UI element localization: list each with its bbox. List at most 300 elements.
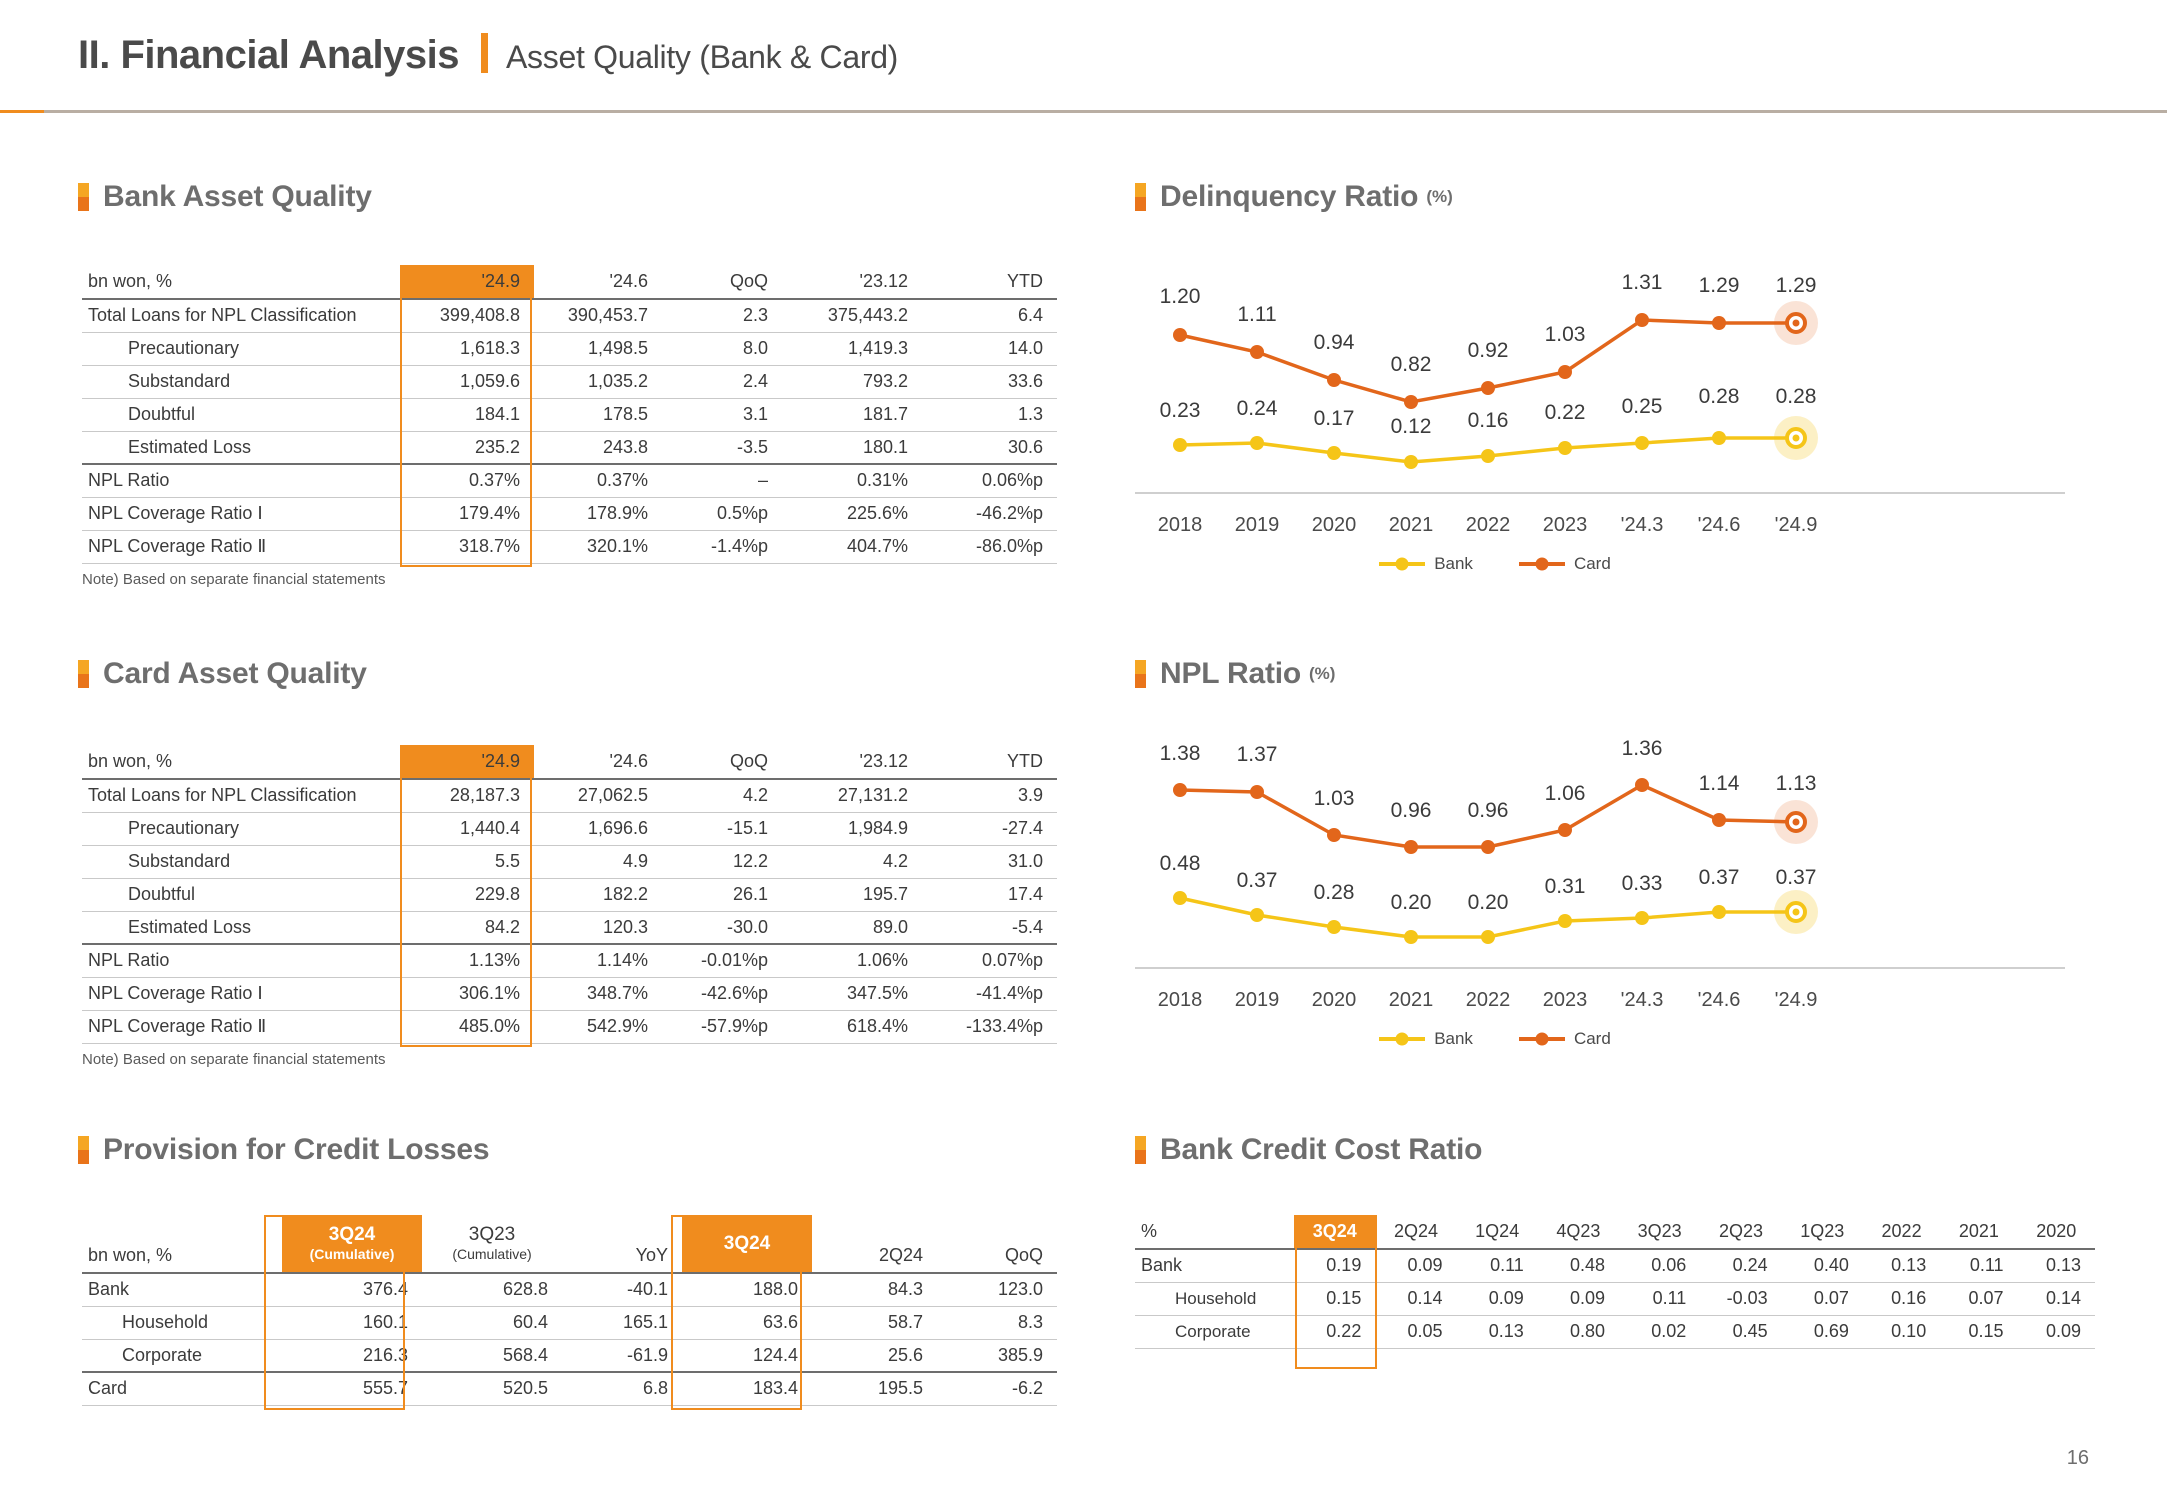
cell: 347.5%: [782, 977, 922, 1010]
legend-item-bank: [1379, 1029, 1473, 1049]
cell: 178.5: [534, 398, 662, 431]
cell: 195.5: [812, 1372, 937, 1405]
row-label: Precautionary: [82, 332, 402, 365]
cell: 4.9: [534, 845, 662, 878]
page-subtitle: Asset Quality (Bank & Card): [506, 39, 899, 75]
col-header-main: 3Q24: [328, 1224, 376, 1245]
section-label: Delinquency Ratio: [1160, 180, 1419, 213]
table-row: [82, 332, 1057, 365]
cell: -6.2: [937, 1372, 1057, 1405]
section-bullet-icon: [1135, 660, 1146, 688]
legend-label: Bank: [1434, 554, 1473, 573]
x-tick-label: 2019: [1234, 514, 1280, 536]
cell: 4.2: [662, 779, 782, 812]
cell: 182.2: [534, 878, 662, 911]
cell: 0.14: [2018, 1282, 2095, 1315]
cell: 26.1: [662, 878, 782, 911]
col-header: 1Q24: [1457, 1215, 1538, 1249]
card-data-label: 1.36: [1621, 737, 1663, 760]
section-title-delinquency: [1135, 180, 1453, 214]
bank-point: [1250, 436, 1264, 450]
table-row: [82, 431, 1057, 464]
cell: 390,453.7: [534, 299, 662, 332]
col-header: YTD: [922, 265, 1057, 299]
section-label: NPL Ratio: [1160, 657, 1301, 690]
bank-point: [1481, 930, 1495, 944]
cell: 28,187.3: [402, 779, 534, 812]
col-header-highlight: '24.9: [402, 745, 534, 779]
x-tick-label: '24.9: [1774, 989, 1818, 1011]
card-data-label: 1.06: [1544, 782, 1586, 805]
npl-ratio-legend: [1135, 1029, 1855, 1049]
card-asset-quality-table-wrap: [82, 745, 1057, 1068]
row-label: NPL Coverage Ratio Ⅱ: [82, 1010, 402, 1043]
cell: 0.45: [1700, 1315, 1781, 1348]
col-header: bn won, %: [82, 745, 402, 779]
cell: 0.13: [1863, 1249, 1940, 1282]
section-label: Bank Asset Quality: [103, 180, 372, 213]
cell: 3.1: [662, 398, 782, 431]
cell: 1,498.5: [534, 332, 662, 365]
card-point: [1173, 783, 1187, 797]
card-point: [1404, 840, 1418, 854]
legend-swatch-icon: [1519, 1037, 1565, 1041]
title-divider-bar: [481, 33, 488, 73]
table-row: [82, 1273, 1057, 1306]
x-tick-label: 2023: [1542, 989, 1588, 1011]
section-unit: (%): [1309, 664, 1336, 683]
bank-point: [1250, 908, 1264, 922]
card-point: [1558, 823, 1572, 837]
cell: 320.1%: [534, 530, 662, 563]
table-row: [82, 878, 1057, 911]
cell: 0.13: [2018, 1249, 2095, 1282]
cell: 0.22: [1294, 1315, 1375, 1348]
table-note: Note) Based on separate financial statements: [82, 1050, 386, 1068]
cell: 84.2: [402, 911, 534, 944]
row-label: Estimated Loss: [82, 431, 402, 464]
cell: -30.0: [662, 911, 782, 944]
cell: 183.4: [682, 1372, 812, 1405]
cell: 0.09: [1457, 1282, 1538, 1315]
cell: 2.4: [662, 365, 782, 398]
cell: 0.48: [1538, 1249, 1619, 1282]
table-row: [82, 530, 1057, 563]
cell: 1,059.6: [402, 365, 534, 398]
cell: -46.2%p: [922, 497, 1057, 530]
bank-point: [1712, 905, 1726, 919]
cell: -41.4%p: [922, 977, 1057, 1010]
cell: -42.6%p: [662, 977, 782, 1010]
cell: 6.4: [922, 299, 1057, 332]
card-data-label: 1.14: [1698, 772, 1740, 795]
cell: 0.14: [1375, 1282, 1456, 1315]
bank-data-label: 0.17: [1313, 407, 1355, 430]
cell: 348.7%: [534, 977, 662, 1010]
x-tick-label: 2018: [1157, 514, 1203, 536]
row-label: Corporate: [1135, 1315, 1294, 1348]
cell: -61.9: [562, 1339, 682, 1372]
col-header: '24.6: [534, 745, 662, 779]
row-label: Doubtful: [82, 878, 402, 911]
x-tick-label: '24.3: [1620, 989, 1664, 1011]
x-tick-label: 2021: [1388, 989, 1434, 1011]
section-title-bank-asset-quality: [78, 180, 372, 214]
cell: 27,062.5: [534, 779, 662, 812]
header-rule: [0, 110, 2167, 113]
section-bullet-icon: [78, 183, 89, 211]
cell: 3.9: [922, 779, 1057, 812]
card-data-label: 1.13: [1775, 772, 1817, 795]
page-number: 16: [2066, 1447, 2089, 1469]
cell: 235.2: [402, 431, 534, 464]
col-header: 2021: [1940, 1215, 2017, 1249]
table-row: [82, 944, 1057, 977]
bank-data-label: 0.48: [1159, 852, 1201, 875]
cell: 0.80: [1538, 1315, 1619, 1348]
cell: 5.5: [402, 845, 534, 878]
col-header: [422, 1215, 562, 1273]
cell: -0.01%p: [662, 944, 782, 977]
col-header: bn won, %: [82, 1215, 282, 1273]
bank-data-label: 0.37: [1236, 869, 1278, 892]
cell: -86.0%p: [922, 530, 1057, 563]
cell: 628.8: [422, 1273, 562, 1306]
cell: 63.6: [682, 1306, 812, 1339]
bank-data-label: 0.37: [1775, 866, 1817, 889]
legend-swatch-icon: [1379, 1037, 1425, 1041]
delinquency-chart: [1135, 255, 2095, 573]
bank-point: [1404, 930, 1418, 944]
cell: 1,440.4: [402, 812, 534, 845]
table-row: [82, 812, 1057, 845]
cell: 1,035.2: [534, 365, 662, 398]
card-data-label: 0.96: [1390, 799, 1432, 822]
table-row: [82, 464, 1057, 497]
table-row: [82, 977, 1057, 1010]
row-label: Bank: [1135, 1249, 1294, 1282]
table-row: [82, 1372, 1057, 1405]
cell: 123.0: [937, 1273, 1057, 1306]
card-data-label: 1.29: [1698, 274, 1740, 297]
cell: 1,618.3: [402, 332, 534, 365]
card-data-label: 0.94: [1313, 331, 1355, 354]
table-row: [1135, 1315, 2095, 1348]
cell: 179.4%: [402, 497, 534, 530]
cell: 0.09: [2018, 1315, 2095, 1348]
row-label: Card: [82, 1372, 282, 1405]
row-label: NPL Ratio: [82, 464, 402, 497]
cell: -27.4: [922, 812, 1057, 845]
cell: 568.4: [422, 1339, 562, 1372]
row-label: Substandard: [82, 365, 402, 398]
cell: 1.13%: [402, 944, 534, 977]
table-row: [82, 1010, 1057, 1043]
card-point: [1481, 840, 1495, 854]
row-label: Precautionary: [82, 812, 402, 845]
bank-point: [1712, 431, 1726, 445]
page-title: II. Financial Analysis: [78, 33, 459, 77]
bank-data-label: 0.28: [1313, 881, 1355, 904]
cell: 0.40: [1782, 1249, 1863, 1282]
cell: -40.1: [562, 1273, 682, 1306]
cell: 375,443.2: [782, 299, 922, 332]
cell: 0.07%p: [922, 944, 1057, 977]
card-point-current-dot: [1793, 819, 1800, 826]
card-point-current-dot: [1793, 320, 1800, 327]
section-title-card-asset-quality: [78, 657, 367, 691]
cell: 376.4: [282, 1273, 422, 1306]
cell: 165.1: [562, 1306, 682, 1339]
col-header-highlight: [282, 1215, 422, 1273]
col-header: 2020: [2018, 1215, 2095, 1249]
legend-label: Card: [1573, 1029, 1611, 1048]
x-tick-label: 2022: [1465, 989, 1511, 1011]
card-data-label: 1.38: [1159, 742, 1201, 765]
card-data-label: 1.29: [1775, 274, 1817, 297]
cell: 399,408.8: [402, 299, 534, 332]
row-label: Total Loans for NPL Classification: [82, 779, 402, 812]
col-header: YTD: [922, 745, 1057, 779]
table-row: [82, 497, 1057, 530]
cell: 0.10: [1863, 1315, 1940, 1348]
cell: 225.6%: [782, 497, 922, 530]
bank-point: [1481, 449, 1495, 463]
cell: 618.4%: [782, 1010, 922, 1043]
cell: 1,419.3: [782, 332, 922, 365]
bank-data-label: 0.24: [1236, 397, 1278, 420]
cell: 318.7%: [402, 530, 534, 563]
delinquency-chart-svg: [1135, 255, 2095, 555]
bank-point-current-dot: [1793, 435, 1800, 442]
credit-cost-table-wrap: [1135, 1215, 2095, 1349]
card-point: [1327, 828, 1341, 842]
row-label: NPL Coverage Ratio Ⅰ: [82, 977, 402, 1010]
row-label: Doubtful: [82, 398, 402, 431]
card-point: [1327, 373, 1341, 387]
cell: 0.09: [1538, 1282, 1619, 1315]
row-label: NPL Coverage Ratio Ⅱ: [82, 530, 402, 563]
cell: 0.5%p: [662, 497, 782, 530]
bank-asset-quality-table: [82, 265, 1057, 564]
cell: –: [662, 464, 782, 497]
cell: -5.4: [922, 911, 1057, 944]
card-data-label: 1.03: [1313, 787, 1355, 810]
section-bullet-icon: [1135, 183, 1146, 211]
col-header: 4Q23: [1538, 1215, 1619, 1249]
cell: 8.0: [662, 332, 782, 365]
col-header: 1Q23: [1782, 1215, 1863, 1249]
bank-data-label: 0.28: [1775, 385, 1817, 408]
cell: 0.09: [1375, 1249, 1456, 1282]
row-label: Bank: [82, 1273, 282, 1306]
npl-ratio-chart: [1135, 730, 2095, 1048]
cell: 0.24: [1700, 1249, 1781, 1282]
row-label: Estimated Loss: [82, 911, 402, 944]
x-tick-label: 2020: [1311, 514, 1357, 536]
cell: 184.1: [402, 398, 534, 431]
cell: 1,984.9: [782, 812, 922, 845]
cell: 195.7: [782, 878, 922, 911]
cell: 160.1: [282, 1306, 422, 1339]
col-header: 2Q23: [1700, 1215, 1781, 1249]
card-point: [1481, 381, 1495, 395]
cell: 180.1: [782, 431, 922, 464]
section-title-npl-ratio: [1135, 657, 1335, 691]
page-header: [0, 0, 2167, 110]
col-header: 2Q24: [1375, 1215, 1456, 1249]
bank-asset-quality-table-wrap: [82, 265, 1057, 588]
col-header-highlight: 3Q24: [1294, 1215, 1375, 1249]
cell: 485.0%: [402, 1010, 534, 1043]
bank-data-label: 0.20: [1467, 891, 1509, 914]
cell: 0.11: [1457, 1249, 1538, 1282]
col-header-highlight: '24.9: [402, 265, 534, 299]
card-data-label: 1.03: [1544, 323, 1586, 346]
cell: 0.06%p: [922, 464, 1057, 497]
cell: 31.0: [922, 845, 1057, 878]
card-data-label: 0.96: [1467, 799, 1509, 822]
bank-data-label: 0.22: [1544, 401, 1586, 424]
x-tick-label: '24.6: [1697, 514, 1741, 536]
card-point: [1712, 813, 1726, 827]
bank-data-label: 0.37: [1698, 866, 1740, 889]
x-tick-label: 2022: [1465, 514, 1511, 536]
row-label: Substandard: [82, 845, 402, 878]
card-data-label: 0.92: [1467, 339, 1509, 362]
cell: 84.3: [812, 1273, 937, 1306]
cell: 0.15: [1940, 1315, 2017, 1348]
row-label: NPL Ratio: [82, 944, 402, 977]
cell: 0.02: [1619, 1315, 1700, 1348]
bank-data-label: 0.31: [1544, 875, 1586, 898]
cell: -15.1: [662, 812, 782, 845]
col-header-sub: (Cumulative): [452, 1246, 532, 1262]
table-header-row: [82, 745, 1057, 779]
section-label: Provision for Credit Losses: [103, 1133, 490, 1166]
col-header: bn won, %: [82, 265, 402, 299]
cell: 0.15: [1294, 1282, 1375, 1315]
cell: 188.0: [682, 1273, 812, 1306]
legend-item-card: [1519, 554, 1611, 574]
bank-data-label: 0.28: [1698, 385, 1740, 408]
cell: 243.8: [534, 431, 662, 464]
cell: 0.37%: [534, 464, 662, 497]
table-row: [82, 1306, 1057, 1339]
card-data-label: 1.37: [1236, 743, 1278, 766]
cell: 17.4: [922, 878, 1057, 911]
section-label: Bank Credit Cost Ratio: [1160, 1133, 1483, 1166]
row-label: Total Loans for NPL Classification: [82, 299, 402, 332]
row-label: NPL Coverage Ratio Ⅰ: [82, 497, 402, 530]
cell: 0.16: [1863, 1282, 1940, 1315]
table-row: [1135, 1249, 2095, 1282]
cell: 0.07: [1782, 1282, 1863, 1315]
bank-point: [1635, 911, 1649, 925]
table-row: [82, 299, 1057, 332]
table-row: [82, 1339, 1057, 1372]
bank-data-label: 0.20: [1390, 891, 1432, 914]
cell: 33.6: [922, 365, 1057, 398]
cell: 0.05: [1375, 1315, 1456, 1348]
legend-swatch-icon: [1379, 562, 1425, 566]
provision-table-wrap: [82, 1215, 1057, 1406]
card-point: [1635, 313, 1649, 327]
cell: 12.2: [662, 845, 782, 878]
cell: 1.06%: [782, 944, 922, 977]
bank-data-label: 0.16: [1467, 409, 1509, 432]
col-header: 3Q23: [1619, 1215, 1700, 1249]
cell: 0.69: [1782, 1315, 1863, 1348]
cell: 216.3: [282, 1339, 422, 1372]
cell: 89.0: [782, 911, 922, 944]
provision-table: [82, 1215, 1057, 1406]
x-tick-label: 2020: [1311, 989, 1357, 1011]
credit-cost-table: [1135, 1215, 2095, 1349]
cell: 306.1%: [402, 977, 534, 1010]
card-point: [1404, 395, 1418, 409]
col-header: YoY: [562, 1215, 682, 1273]
cell: -57.9%p: [662, 1010, 782, 1043]
cell: 30.6: [922, 431, 1057, 464]
card-point: [1558, 365, 1572, 379]
cell: -1.4%p: [662, 530, 782, 563]
cell: 555.7: [282, 1372, 422, 1405]
col-header: QoQ: [662, 745, 782, 779]
card-data-label: 1.20: [1159, 285, 1201, 308]
cell: 229.8: [402, 878, 534, 911]
table-row: [82, 779, 1057, 812]
table-note: Note) Based on separate financial statements: [82, 570, 386, 588]
cell: 58.7: [812, 1306, 937, 1339]
col-header: QoQ: [662, 265, 782, 299]
bank-point: [1173, 438, 1187, 452]
bank-point: [1173, 891, 1187, 905]
section-bullet-icon: [78, 660, 89, 688]
section-bullet-icon: [78, 1136, 89, 1164]
table-header-row: [82, 265, 1057, 299]
bank-point: [1558, 441, 1572, 455]
bank-point: [1635, 436, 1649, 450]
header-rule-accent: [0, 110, 44, 113]
cell: 0.31%: [782, 464, 922, 497]
cell: 1.14%: [534, 944, 662, 977]
cell: 0.11: [1619, 1282, 1700, 1315]
row-label: Household: [1135, 1282, 1294, 1315]
x-tick-label: 2018: [1157, 989, 1203, 1011]
cell: 1,696.6: [534, 812, 662, 845]
cell: 385.9: [937, 1339, 1057, 1372]
col-header: '23.12: [782, 265, 922, 299]
legend-item-bank: [1379, 554, 1473, 574]
col-header-highlight: 3Q24: [682, 1215, 812, 1273]
table-row: [82, 845, 1057, 878]
cell: 793.2: [782, 365, 922, 398]
cell: 25.6: [812, 1339, 937, 1372]
bank-data-label: 0.12: [1390, 415, 1432, 438]
cell: 8.3: [937, 1306, 1057, 1339]
col-header: '24.6: [534, 265, 662, 299]
col-header: QoQ: [937, 1215, 1057, 1273]
col-header: '23.12: [782, 745, 922, 779]
cell: -0.03: [1700, 1282, 1781, 1315]
cell: 178.9%: [534, 497, 662, 530]
cell: 27,131.2: [782, 779, 922, 812]
cell: 404.7%: [782, 530, 922, 563]
bank-point: [1404, 455, 1418, 469]
cell: 520.5: [422, 1372, 562, 1405]
cell: 0.13: [1457, 1315, 1538, 1348]
